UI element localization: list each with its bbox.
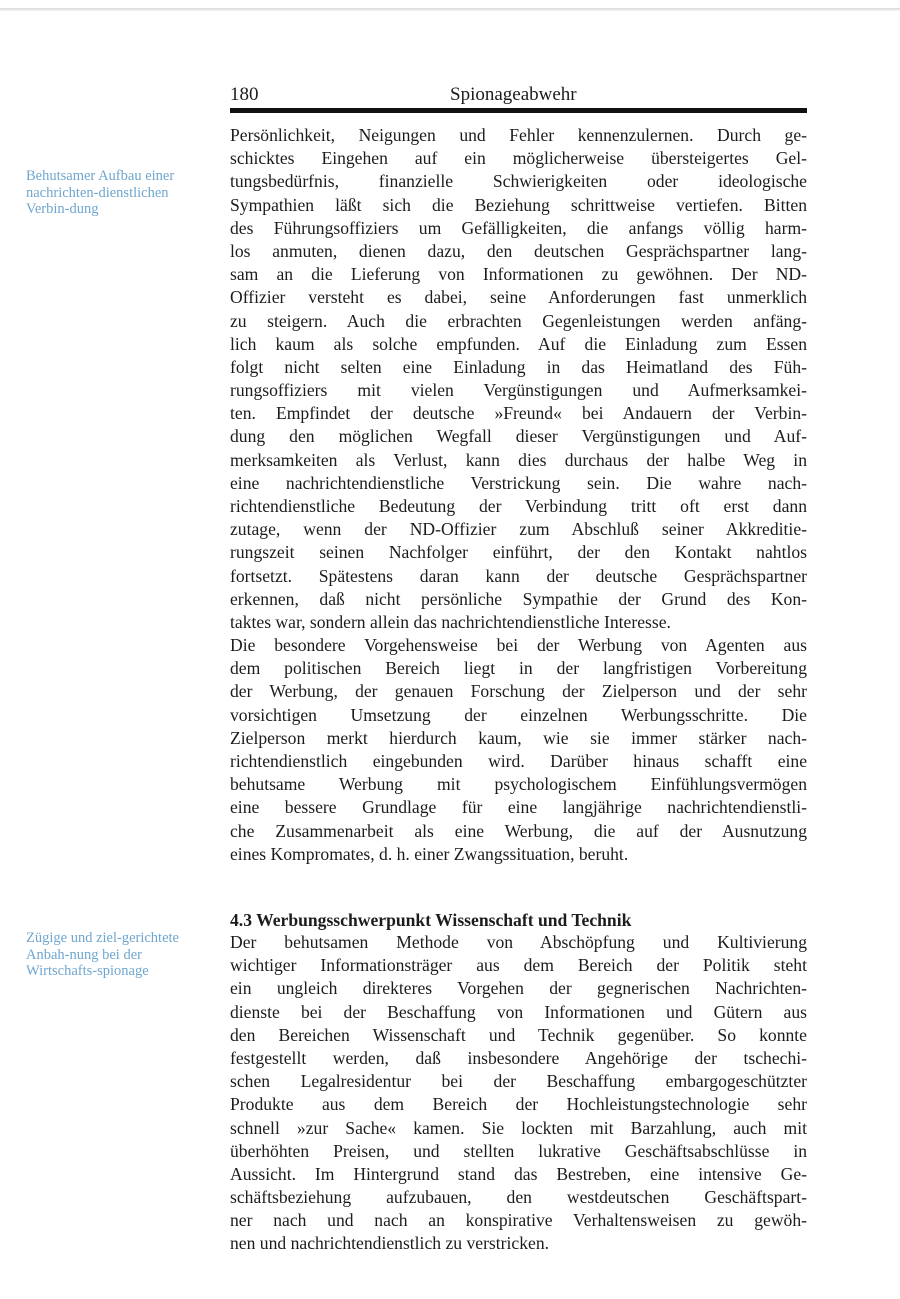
paragraph-2	[230, 634, 807, 866]
text-line: vorsichtigen Umsetzung der einzelnen Werbungsschritte. Die	[230, 704, 807, 725]
page-number: 180	[230, 84, 259, 105]
page-header	[230, 84, 807, 114]
text-line: richtendienstliche Bedeutung der Verbindung tritt oft erst dann	[230, 496, 807, 516]
text-line: nen und nachrichtendienstlich zu verstricken.	[230, 1233, 550, 1254]
text-line: schen Legalresidentur bei der Beschaffung embargogeschützter	[230, 1071, 807, 1092]
text-line: der Werbung, der genauen Forschung der Zielperson und der sehr	[230, 681, 807, 702]
text-line: des Führungsoffiziers um Gefälligkeiten, die anfangs völlig harm-	[230, 217, 807, 238]
text-line: schicktes Eingehen auf ein möglicherweise übersteigertes Gel-	[230, 148, 807, 169]
text-line: che Zusammenarbeit als eine Werbung, die auf der Ausnutzung	[230, 820, 807, 841]
text-line: lich kaum als solche empfunden. Auf die Einladung zum Essen	[230, 333, 807, 354]
text-line: festgestellt werden, daß insbesondere Angehörige der tschechi-	[230, 1047, 807, 1068]
text-line: erkennen, daß nicht persönliche Sympathie der Grund des Kon-	[230, 588, 807, 609]
text-line: dem politischen Bereich liegt in der langfristigen Vorbereitung	[230, 658, 807, 679]
text-line: Offizier versteht es dabei, seine Anforderungen fast unmerklich	[230, 287, 807, 308]
text-line: eines Kompromates, d. h. einer Zwangssituation, beruht.	[230, 843, 629, 864]
text-line: wichtiger Informationsträger aus dem Bereich der Politik steht	[230, 955, 807, 976]
text-line: folgt nicht selten eine Einladung in das Heimatland des Füh-	[230, 356, 807, 377]
text-line: sam an die Lieferung von Informationen zu gewöhnen. Der ND-	[230, 264, 807, 285]
text-line: los anmuten, dienen dazu, den deutschen Gesprächspartner lang-	[230, 240, 807, 261]
text-line: ten. Empfindet der deutsche »Freund« bei Andauern der Verbin-	[230, 403, 807, 424]
paragraph-1	[230, 124, 807, 634]
text-line: zu steigern. Auch die erbrachten Gegenleistungen werden anfäng-	[230, 310, 807, 331]
text-line: überhöhten Preisen, und stellten lukrative Geschäftsabschlüsse in	[230, 1140, 807, 1161]
text-line: dienste bei der Beschaffung von Informationen und Gütern aus	[230, 1001, 807, 1022]
text-line: ner nach und nach an konspirative Verhaltensweisen zu gewöh-	[230, 1210, 807, 1231]
text-line: Die besondere Vorgehensweise bei der Werbung von Agenten aus	[230, 635, 807, 655]
running-title: Spionageabwehr	[450, 84, 577, 105]
text-line: rungsoffiziers mit vielen Vergünstigungen und Aufmerksamkei-	[230, 380, 807, 401]
text-line: schäftsbeziehung aufzubauen, den westdeutschen Geschäftspart-	[230, 1187, 807, 1208]
section-heading: 4.3 Werbungsschwerpunkt Wissenschaft und Technik	[230, 910, 632, 930]
text-line: eine nachrichtendienstliche Verstrickung sein. Die wahre nach-	[230, 472, 807, 493]
margin-note-economic-espionage: Zügige und ziel-gerichtete Anbah-nung bei der Wirtschafts-spionage	[26, 930, 179, 979]
text-line: zutage, wenn der ND-Offizier zum Abschluß seiner Akkreditie-	[230, 519, 807, 540]
text-line: Produkte aus dem Bereich der Hochleistungstechnologie sehr	[230, 1094, 807, 1115]
text-line: den Bereichen Wissenschaft und Technik gegenüber. So konnte	[230, 1024, 807, 1045]
text-line: Sympathien läßt sich die Beziehung schrittweise vertiefen. Bitten	[230, 194, 807, 215]
text-line: merksamkeiten als Verlust, kann dies durchaus der halbe Weg in	[230, 449, 807, 470]
text-line: ein ungleich direkteres Vorgehen der gegnerischen Nachrichten-	[230, 978, 807, 999]
text-line: tungsbedürfnis, finanzielle Schwierigkeiten oder ideologische	[230, 171, 807, 192]
text-line: Zielperson merkt hierdurch kaum, wie sie immer stärker nach-	[230, 727, 807, 748]
text-line: Persönlichkeit, Neigungen und Fehler kennenzulernen. Durch ge-	[230, 125, 807, 145]
text-line: richtendienstlich eingebunden wird. Darüber hinaus schafft eine	[230, 750, 807, 771]
text-line: dung den möglichen Wegfall dieser Vergünstigungen und Auf-	[230, 426, 807, 447]
text-line: Aussicht. Im Hintergrund stand das Bestreben, eine intensive Ge-	[230, 1163, 807, 1184]
paragraph-3	[230, 931, 807, 1256]
scan-edge-line	[0, 8, 900, 11]
header-rule	[230, 108, 807, 113]
text-line: schnell »zur Sache« kamen. Sie lockten mit Barzahlung, auch mit	[230, 1117, 807, 1138]
text-line: behutsame Werbung mit psychologischem Einfühlungsvermögen	[230, 774, 807, 795]
text-line: rungszeit seinen Nachfolger einführt, der den Kontakt nahtlos	[230, 542, 807, 563]
margin-note-connection: Behutsamer Aufbau einer nachrichten-dienstlichen Verbin-dung	[26, 168, 175, 217]
text-line: eine bessere Grundlage für eine langjährige nachrichtendienstli-	[230, 797, 807, 818]
text-line: taktes war, sondern allein das nachrichtendienstliche Interesse.	[230, 611, 671, 632]
text-line: fortsetzt. Spätestens daran kann der deutsche Gesprächspartner	[230, 565, 807, 586]
text-line: Der behutsamen Methode von Abschöpfung und Kultivierung	[230, 932, 807, 952]
